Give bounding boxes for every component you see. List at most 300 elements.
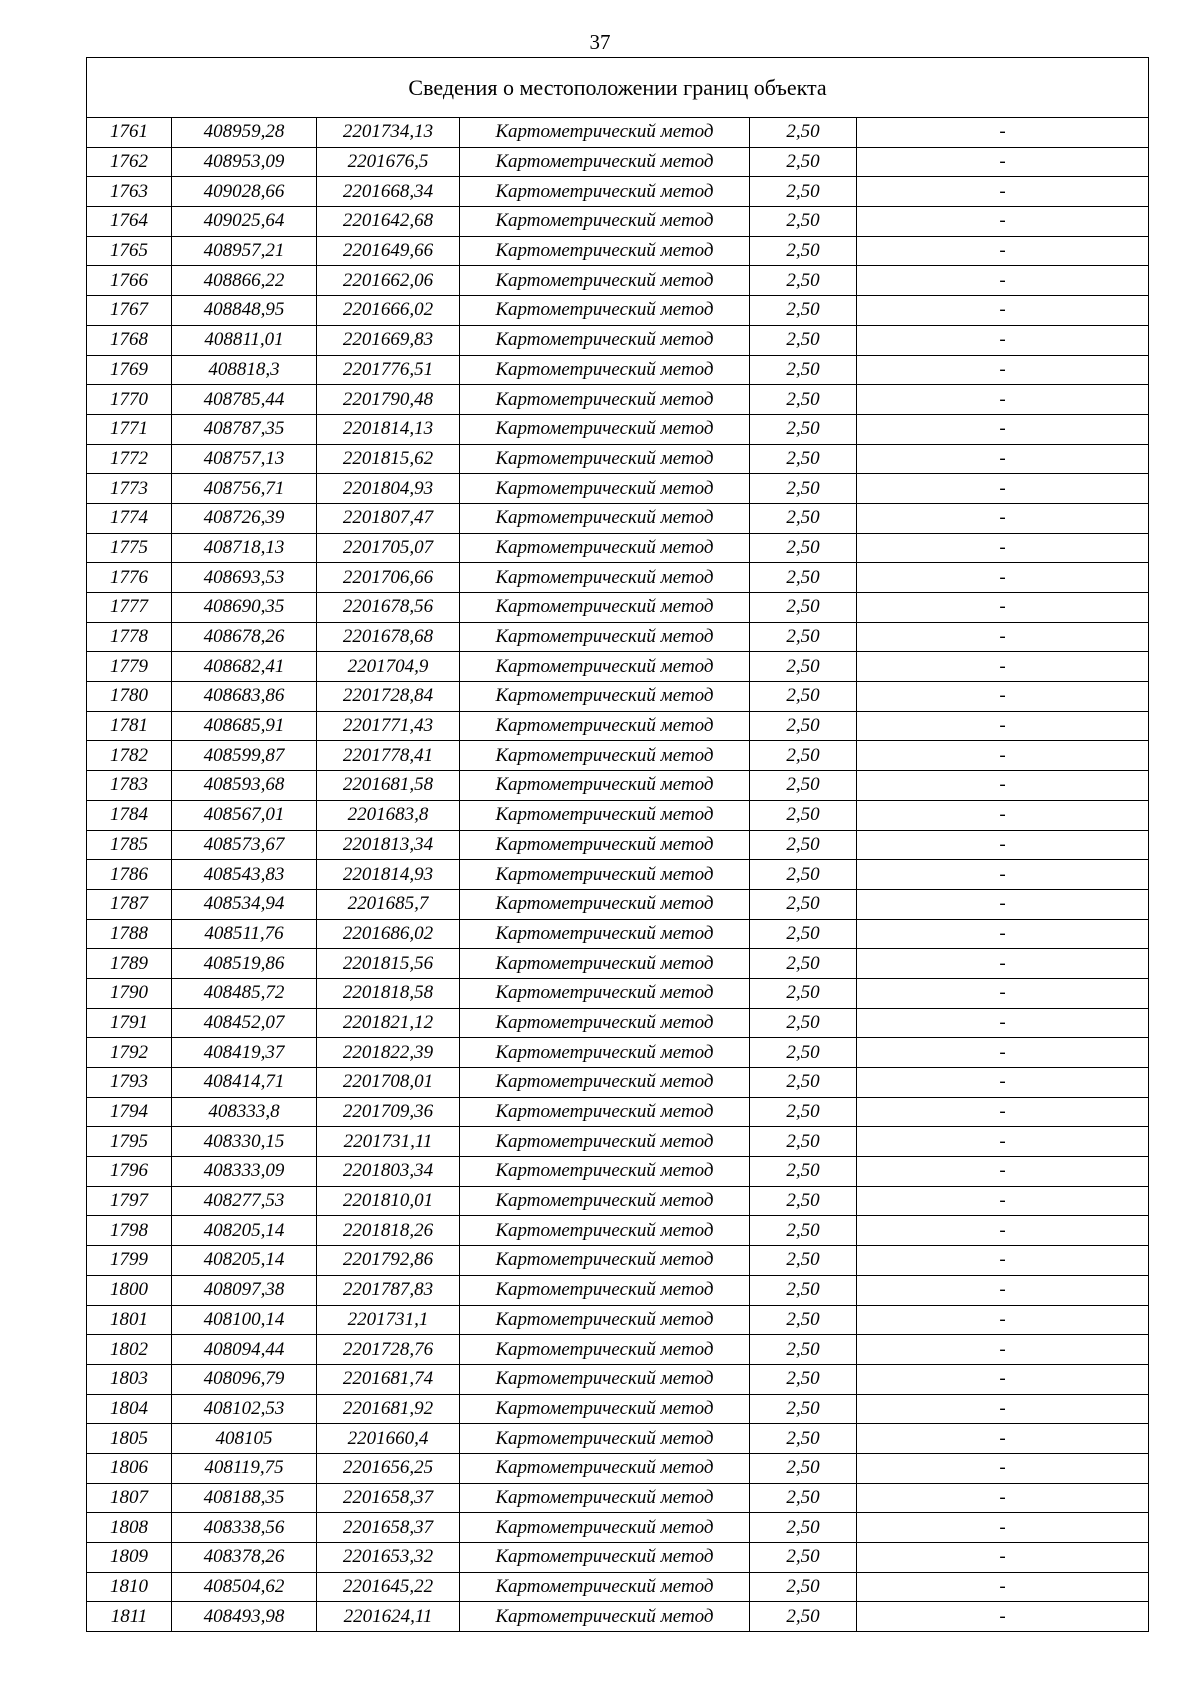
y-coordinate-cell: 2201668,34 [317, 177, 460, 207]
table-row [87, 236, 1149, 266]
method-cell: Картометрический метод [460, 385, 750, 415]
method-cell: Картометрический метод [460, 1038, 750, 1068]
method-cell: Картометрический метод [460, 325, 750, 355]
x-coordinate-cell: 408333,09 [172, 1157, 317, 1187]
point-number-cell: 1773 [87, 474, 172, 504]
y-coordinate-cell: 2201728,84 [317, 682, 460, 712]
x-coordinate-cell: 408493,98 [172, 1602, 317, 1632]
y-coordinate-cell: 2201658,37 [317, 1513, 460, 1543]
description-cell: - [857, 830, 1149, 860]
description-cell: - [857, 1394, 1149, 1424]
y-coordinate-cell: 2201666,02 [317, 296, 460, 326]
table-title: Сведения о местоположении границ объекта [87, 58, 1149, 118]
description-cell: - [857, 741, 1149, 771]
description-cell: - [857, 444, 1149, 474]
y-coordinate-cell: 2201810,01 [317, 1186, 460, 1216]
point-number-cell: 1787 [87, 889, 172, 919]
point-number-cell: 1764 [87, 207, 172, 237]
x-coordinate-cell: 408102,53 [172, 1394, 317, 1424]
accuracy-cell: 2,50 [750, 533, 857, 563]
point-number-cell: 1808 [87, 1513, 172, 1543]
description-cell: - [857, 118, 1149, 148]
table-row [87, 177, 1149, 207]
method-cell: Картометрический метод [460, 355, 750, 385]
point-number-cell: 1799 [87, 1246, 172, 1276]
method-cell: Картометрический метод [460, 296, 750, 326]
description-cell: - [857, 1364, 1149, 1394]
y-coordinate-cell: 2201656,25 [317, 1453, 460, 1483]
accuracy-cell: 2,50 [750, 800, 857, 830]
accuracy-cell: 2,50 [750, 266, 857, 296]
table-row [87, 1068, 1149, 1098]
table-row [87, 919, 1149, 949]
method-cell: Картометрический метод [460, 1008, 750, 1038]
method-cell: Картометрический метод [460, 1335, 750, 1365]
description-cell: - [857, 682, 1149, 712]
accuracy-cell: 2,50 [750, 1186, 857, 1216]
point-number-cell: 1785 [87, 830, 172, 860]
point-number-cell: 1772 [87, 444, 172, 474]
table-row [87, 830, 1149, 860]
table-row [87, 1275, 1149, 1305]
description-cell: - [857, 1068, 1149, 1098]
y-coordinate-cell: 2201814,93 [317, 860, 460, 890]
accuracy-cell: 2,50 [750, 1453, 857, 1483]
x-coordinate-cell: 408756,71 [172, 474, 317, 504]
description-cell: - [857, 1424, 1149, 1454]
description-cell: - [857, 1216, 1149, 1246]
point-number-cell: 1765 [87, 236, 172, 266]
description-cell: - [857, 207, 1149, 237]
x-coordinate-cell: 408543,83 [172, 860, 317, 890]
y-coordinate-cell: 2201681,92 [317, 1394, 460, 1424]
accuracy-cell: 2,50 [750, 1424, 857, 1454]
x-coordinate-cell: 408338,56 [172, 1513, 317, 1543]
table-row [87, 1008, 1149, 1038]
table-row [87, 622, 1149, 652]
description-cell: - [857, 1097, 1149, 1127]
point-number-cell: 1791 [87, 1008, 172, 1038]
y-coordinate-cell: 2201822,39 [317, 1038, 460, 1068]
y-coordinate-cell: 2201728,76 [317, 1335, 460, 1365]
method-cell: Картометрический метод [460, 1453, 750, 1483]
point-number-cell: 1802 [87, 1335, 172, 1365]
y-coordinate-cell: 2201792,86 [317, 1246, 460, 1276]
method-cell: Картометрический метод [460, 949, 750, 979]
x-coordinate-cell: 408866,22 [172, 266, 317, 296]
table-row [87, 474, 1149, 504]
table-row [87, 1335, 1149, 1365]
method-cell: Картометрический метод [460, 563, 750, 593]
x-coordinate-cell: 408419,37 [172, 1038, 317, 1068]
description-cell: - [857, 800, 1149, 830]
method-cell: Картометрический метод [460, 503, 750, 533]
description-cell: - [857, 266, 1149, 296]
accuracy-cell: 2,50 [750, 1305, 857, 1335]
point-number-cell: 1798 [87, 1216, 172, 1246]
description-cell: - [857, 236, 1149, 266]
x-coordinate-cell: 408718,13 [172, 533, 317, 563]
table-row [87, 1602, 1149, 1632]
point-number-cell: 1792 [87, 1038, 172, 1068]
x-coordinate-cell: 408785,44 [172, 385, 317, 415]
accuracy-cell: 2,50 [750, 474, 857, 504]
method-cell: Картометрический метод [460, 652, 750, 682]
method-cell: Картометрический метод [460, 1097, 750, 1127]
description-cell: - [857, 1038, 1149, 1068]
x-coordinate-cell: 408787,35 [172, 414, 317, 444]
method-cell: Картометрический метод [460, 771, 750, 801]
point-number-cell: 1771 [87, 414, 172, 444]
accuracy-cell: 2,50 [750, 1246, 857, 1276]
table-row [87, 444, 1149, 474]
accuracy-cell: 2,50 [750, 682, 857, 712]
table-row [87, 1038, 1149, 1068]
point-number-cell: 1779 [87, 652, 172, 682]
description-cell: - [857, 355, 1149, 385]
description-cell: - [857, 414, 1149, 444]
method-cell: Картометрический метод [460, 444, 750, 474]
point-number-cell: 1775 [87, 533, 172, 563]
point-number-cell: 1797 [87, 1186, 172, 1216]
table-row [87, 1216, 1149, 1246]
x-coordinate-cell: 408414,71 [172, 1068, 317, 1098]
method-cell: Картометрический метод [460, 236, 750, 266]
description-cell: - [857, 771, 1149, 801]
method-cell: Картометрический метод [460, 118, 750, 148]
x-coordinate-cell: 408452,07 [172, 1008, 317, 1038]
x-coordinate-cell: 409028,66 [172, 177, 317, 207]
point-number-cell: 1786 [87, 860, 172, 890]
method-cell: Картометрический метод [460, 860, 750, 890]
accuracy-cell: 2,50 [750, 296, 857, 326]
accuracy-cell: 2,50 [750, 741, 857, 771]
table-row [87, 1364, 1149, 1394]
description-cell: - [857, 860, 1149, 890]
description-cell: - [857, 1246, 1149, 1276]
point-number-cell: 1796 [87, 1157, 172, 1187]
x-coordinate-cell: 408690,35 [172, 593, 317, 623]
y-coordinate-cell: 2201804,93 [317, 474, 460, 504]
point-number-cell: 1767 [87, 296, 172, 326]
y-coordinate-cell: 2201813,34 [317, 830, 460, 860]
y-coordinate-cell: 2201790,48 [317, 385, 460, 415]
description-cell: - [857, 1335, 1149, 1365]
method-cell: Картометрический метод [460, 1157, 750, 1187]
accuracy-cell: 2,50 [750, 355, 857, 385]
point-number-cell: 1807 [87, 1483, 172, 1513]
x-coordinate-cell: 408378,26 [172, 1543, 317, 1573]
description-cell: - [857, 1572, 1149, 1602]
table-row [87, 118, 1149, 148]
method-cell: Картометрический метод [460, 533, 750, 563]
table-row [87, 682, 1149, 712]
point-number-cell: 1800 [87, 1275, 172, 1305]
y-coordinate-cell: 2201778,41 [317, 741, 460, 771]
table-row [87, 563, 1149, 593]
accuracy-cell: 2,50 [750, 889, 857, 919]
table-row [87, 771, 1149, 801]
table-row [87, 1394, 1149, 1424]
y-coordinate-cell: 2201776,51 [317, 355, 460, 385]
description-cell: - [857, 889, 1149, 919]
accuracy-cell: 2,50 [750, 414, 857, 444]
y-coordinate-cell: 2201814,13 [317, 414, 460, 444]
point-number-cell: 1780 [87, 682, 172, 712]
method-cell: Картометрический метод [460, 1246, 750, 1276]
y-coordinate-cell: 2201686,02 [317, 919, 460, 949]
table-row [87, 1453, 1149, 1483]
y-coordinate-cell: 2201649,66 [317, 236, 460, 266]
y-coordinate-cell: 2201669,83 [317, 325, 460, 355]
accuracy-cell: 2,50 [750, 949, 857, 979]
point-number-cell: 1769 [87, 355, 172, 385]
table-row [87, 1157, 1149, 1187]
table-row [87, 1543, 1149, 1573]
description-cell: - [857, 1157, 1149, 1187]
accuracy-cell: 2,50 [750, 1127, 857, 1157]
x-coordinate-cell: 408685,91 [172, 711, 317, 741]
y-coordinate-cell: 2201658,37 [317, 1483, 460, 1513]
accuracy-cell: 2,50 [750, 1008, 857, 1038]
point-number-cell: 1789 [87, 949, 172, 979]
x-coordinate-cell: 408757,13 [172, 444, 317, 474]
y-coordinate-cell: 2201645,22 [317, 1572, 460, 1602]
y-coordinate-cell: 2201818,26 [317, 1216, 460, 1246]
description-cell: - [857, 296, 1149, 326]
y-coordinate-cell: 2201771,43 [317, 711, 460, 741]
method-cell: Картометрический метод [460, 593, 750, 623]
table-row [87, 414, 1149, 444]
description-cell: - [857, 177, 1149, 207]
accuracy-cell: 2,50 [750, 118, 857, 148]
y-coordinate-cell: 2201662,06 [317, 266, 460, 296]
method-cell: Картометрический метод [460, 1543, 750, 1573]
accuracy-cell: 2,50 [750, 860, 857, 890]
x-coordinate-cell: 408511,76 [172, 919, 317, 949]
x-coordinate-cell: 408188,35 [172, 1483, 317, 1513]
y-coordinate-cell: 2201821,12 [317, 1008, 460, 1038]
y-coordinate-cell: 2201705,07 [317, 533, 460, 563]
method-cell: Картометрический метод [460, 978, 750, 1008]
x-coordinate-cell: 408534,94 [172, 889, 317, 919]
table-row [87, 652, 1149, 682]
accuracy-cell: 2,50 [750, 177, 857, 207]
table-row [87, 741, 1149, 771]
y-coordinate-cell: 2201624,11 [317, 1602, 460, 1632]
point-number-cell: 1788 [87, 919, 172, 949]
table-row [87, 1127, 1149, 1157]
x-coordinate-cell: 408573,67 [172, 830, 317, 860]
accuracy-cell: 2,50 [750, 1602, 857, 1632]
x-coordinate-cell: 408599,87 [172, 741, 317, 771]
description-cell: - [857, 593, 1149, 623]
x-coordinate-cell: 408678,26 [172, 622, 317, 652]
table-row [87, 296, 1149, 326]
y-coordinate-cell: 2201681,58 [317, 771, 460, 801]
table-row [87, 949, 1149, 979]
method-cell: Картометрический метод [460, 830, 750, 860]
accuracy-cell: 2,50 [750, 771, 857, 801]
table-row [87, 1246, 1149, 1276]
method-cell: Картометрический метод [460, 919, 750, 949]
accuracy-cell: 2,50 [750, 385, 857, 415]
table-row [87, 1305, 1149, 1335]
method-cell: Картометрический метод [460, 889, 750, 919]
accuracy-cell: 2,50 [750, 1364, 857, 1394]
table-row [87, 1424, 1149, 1454]
description-cell: - [857, 1305, 1149, 1335]
point-number-cell: 1781 [87, 711, 172, 741]
method-cell: Картометрический метод [460, 207, 750, 237]
method-cell: Картометрический метод [460, 741, 750, 771]
point-number-cell: 1777 [87, 593, 172, 623]
x-coordinate-cell: 408726,39 [172, 503, 317, 533]
method-cell: Картометрический метод [460, 1305, 750, 1335]
description-cell: - [857, 652, 1149, 682]
x-coordinate-cell: 408567,01 [172, 800, 317, 830]
y-coordinate-cell: 2201803,34 [317, 1157, 460, 1187]
description-cell: - [857, 147, 1149, 177]
table-row [87, 1572, 1149, 1602]
boundary-table [86, 57, 1149, 1632]
x-coordinate-cell: 408959,28 [172, 118, 317, 148]
x-coordinate-cell: 408485,72 [172, 978, 317, 1008]
y-coordinate-cell: 2201683,8 [317, 800, 460, 830]
x-coordinate-cell: 408593,68 [172, 771, 317, 801]
x-coordinate-cell: 408519,86 [172, 949, 317, 979]
method-cell: Картометрический метод [460, 1424, 750, 1454]
method-cell: Картометрический метод [460, 1275, 750, 1305]
method-cell: Картометрический метод [460, 1186, 750, 1216]
point-number-cell: 1805 [87, 1424, 172, 1454]
y-coordinate-cell: 2201681,74 [317, 1364, 460, 1394]
method-cell: Картометрический метод [460, 711, 750, 741]
table-row [87, 711, 1149, 741]
point-number-cell: 1810 [87, 1572, 172, 1602]
table-row [87, 889, 1149, 919]
y-coordinate-cell: 2201734,13 [317, 118, 460, 148]
y-coordinate-cell: 2201653,32 [317, 1543, 460, 1573]
accuracy-cell: 2,50 [750, 563, 857, 593]
y-coordinate-cell: 2201815,56 [317, 949, 460, 979]
y-coordinate-cell: 2201660,4 [317, 1424, 460, 1454]
accuracy-cell: 2,50 [750, 711, 857, 741]
description-cell: - [857, 1275, 1149, 1305]
table-row [87, 1483, 1149, 1513]
x-coordinate-cell: 408957,21 [172, 236, 317, 266]
y-coordinate-cell: 2201678,68 [317, 622, 460, 652]
method-cell: Картометрический метод [460, 1483, 750, 1513]
point-number-cell: 1763 [87, 177, 172, 207]
y-coordinate-cell: 2201676,5 [317, 147, 460, 177]
x-coordinate-cell: 408953,09 [172, 147, 317, 177]
description-cell: - [857, 1543, 1149, 1573]
x-coordinate-cell: 408693,53 [172, 563, 317, 593]
point-number-cell: 1762 [87, 147, 172, 177]
accuracy-cell: 2,50 [750, 444, 857, 474]
x-coordinate-cell: 408205,14 [172, 1246, 317, 1276]
x-coordinate-cell: 408100,14 [172, 1305, 317, 1335]
accuracy-cell: 2,50 [750, 1157, 857, 1187]
accuracy-cell: 2,50 [750, 1097, 857, 1127]
x-coordinate-cell: 408683,86 [172, 682, 317, 712]
table-body [87, 118, 1149, 1632]
y-coordinate-cell: 2201807,47 [317, 503, 460, 533]
point-number-cell: 1804 [87, 1394, 172, 1424]
point-number-cell: 1768 [87, 325, 172, 355]
description-cell: - [857, 1186, 1149, 1216]
method-cell: Картометрический метод [460, 1513, 750, 1543]
y-coordinate-cell: 2201731,11 [317, 1127, 460, 1157]
accuracy-cell: 2,50 [750, 325, 857, 355]
table-row [87, 533, 1149, 563]
method-cell: Картометрический метод [460, 1602, 750, 1632]
x-coordinate-cell: 408205,14 [172, 1216, 317, 1246]
accuracy-cell: 2,50 [750, 1572, 857, 1602]
accuracy-cell: 2,50 [750, 1394, 857, 1424]
x-coordinate-cell: 408848,95 [172, 296, 317, 326]
description-cell: - [857, 978, 1149, 1008]
x-coordinate-cell: 408682,41 [172, 652, 317, 682]
table-row [87, 1097, 1149, 1127]
x-coordinate-cell: 408504,62 [172, 1572, 317, 1602]
accuracy-cell: 2,50 [750, 147, 857, 177]
table-row [87, 1186, 1149, 1216]
table-row [87, 860, 1149, 890]
description-cell: - [857, 325, 1149, 355]
method-cell: Картометрический метод [460, 622, 750, 652]
accuracy-cell: 2,50 [750, 207, 857, 237]
method-cell: Картометрический метод [460, 800, 750, 830]
description-cell: - [857, 563, 1149, 593]
accuracy-cell: 2,50 [750, 503, 857, 533]
x-coordinate-cell: 408119,75 [172, 1453, 317, 1483]
table-row [87, 978, 1149, 1008]
point-number-cell: 1809 [87, 1543, 172, 1573]
description-cell: - [857, 1453, 1149, 1483]
accuracy-cell: 2,50 [750, 919, 857, 949]
y-coordinate-cell: 2201818,58 [317, 978, 460, 1008]
point-number-cell: 1783 [87, 771, 172, 801]
x-coordinate-cell: 408277,53 [172, 1186, 317, 1216]
accuracy-cell: 2,50 [750, 1543, 857, 1573]
y-coordinate-cell: 2201678,56 [317, 593, 460, 623]
accuracy-cell: 2,50 [750, 1275, 857, 1305]
point-number-cell: 1795 [87, 1127, 172, 1157]
x-coordinate-cell: 408330,15 [172, 1127, 317, 1157]
table-row [87, 207, 1149, 237]
description-cell: - [857, 711, 1149, 741]
point-number-cell: 1770 [87, 385, 172, 415]
method-cell: Картометрический метод [460, 147, 750, 177]
accuracy-cell: 2,50 [750, 593, 857, 623]
point-number-cell: 1806 [87, 1453, 172, 1483]
point-number-cell: 1790 [87, 978, 172, 1008]
point-number-cell: 1782 [87, 741, 172, 771]
method-cell: Картометрический метод [460, 1068, 750, 1098]
y-coordinate-cell: 2201704,9 [317, 652, 460, 682]
accuracy-cell: 2,50 [750, 1483, 857, 1513]
y-coordinate-cell: 2201708,01 [317, 1068, 460, 1098]
description-cell: - [857, 385, 1149, 415]
method-cell: Картометрический метод [460, 1364, 750, 1394]
y-coordinate-cell: 2201787,83 [317, 1275, 460, 1305]
method-cell: Картометрический метод [460, 266, 750, 296]
table-row [87, 1513, 1149, 1543]
accuracy-cell: 2,50 [750, 622, 857, 652]
table-row [87, 385, 1149, 415]
